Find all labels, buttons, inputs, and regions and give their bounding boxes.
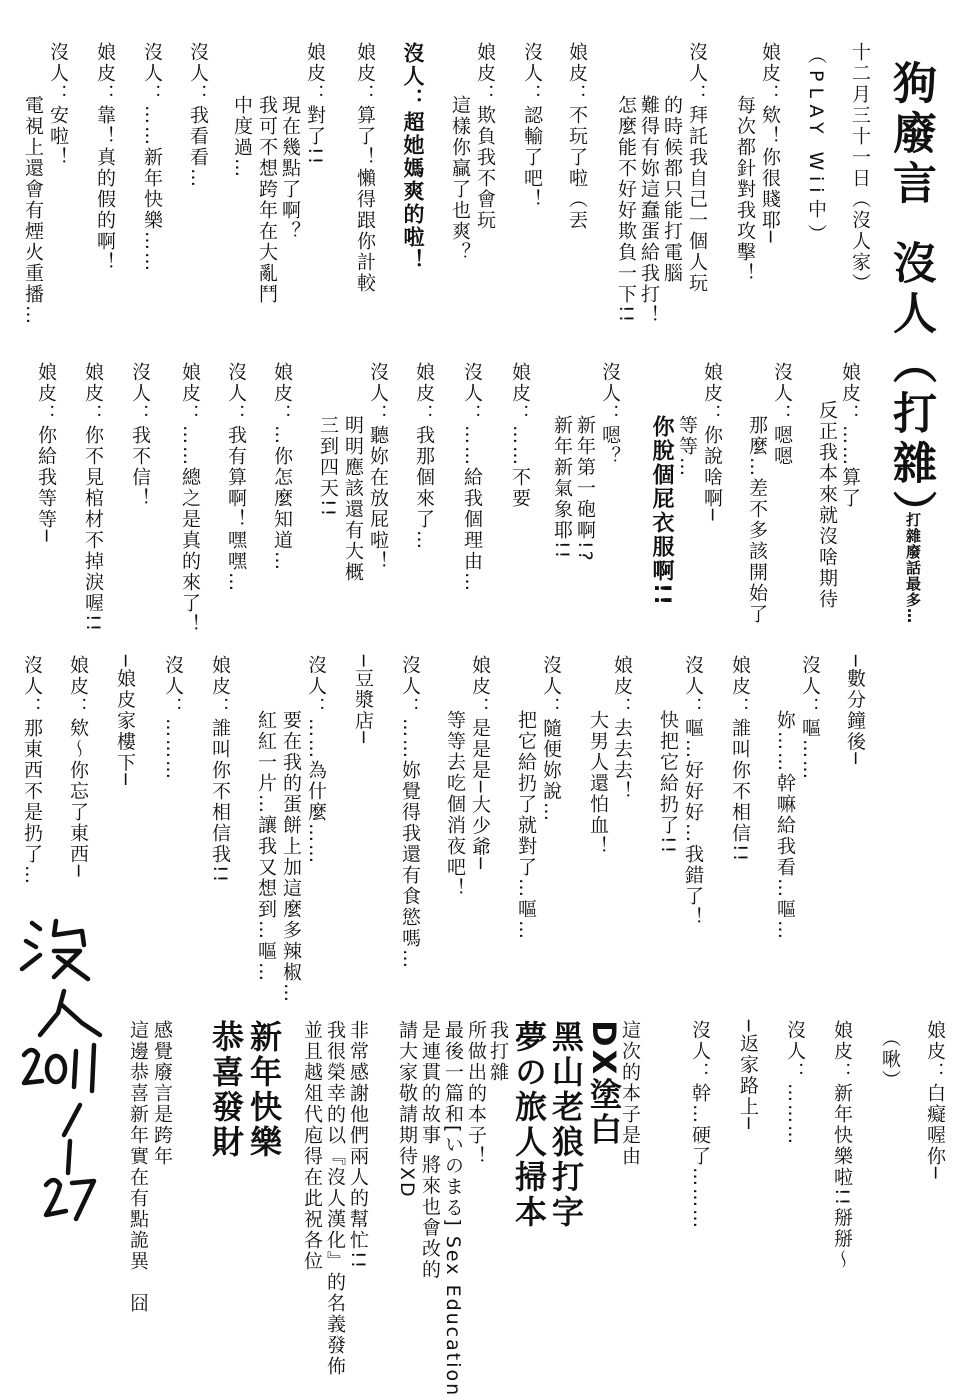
dialogue-line: 等等… xyxy=(676,415,698,478)
dialogue-line: 把它給扔了就對了…嘔… xyxy=(515,710,537,941)
dialogue-line: 娘皮：欺負我不會玩 xyxy=(474,42,496,231)
dialogue-line: 明明應該還有大概 xyxy=(342,415,364,583)
dialogue-line: 沒人：……新年快樂…… xyxy=(141,42,163,273)
dialogue-line: 反正我本來就沒啥期待 xyxy=(816,400,838,610)
dialogue-line: 難得有妳這蠢蛋給我打！ xyxy=(638,95,660,326)
credits-team: 夢の旅人掃本 xyxy=(510,1020,548,1230)
dialogue-line: 娘皮：……算了 xyxy=(839,362,861,509)
dialogue-line: 沒人：安啦！ xyxy=(47,42,69,168)
dialogue-line: 娘皮：去去去！ xyxy=(611,655,633,802)
credits-line: 感覺廢言是跨年 xyxy=(151,1020,173,1167)
dialogue-line: 的時候都只能打電腦 xyxy=(661,95,683,284)
dialogue-line: 娘皮：不玩了啦（丟 xyxy=(566,42,588,231)
dialogue-line: 娘皮：白癡喔你─ xyxy=(924,1020,946,1181)
handwritten-signature xyxy=(10,905,130,1235)
dialogue-line: 沒人：超她媽爽的啦！ xyxy=(401,42,425,272)
dialogue-line: 娘皮：誰叫你不相信我!! xyxy=(209,655,231,885)
dialogue-line: 娘皮：我那個來了… xyxy=(413,362,435,551)
dialogue-line: 娘皮：對了!! xyxy=(304,42,326,167)
dialogue-line: 這樣你贏了也爽？ xyxy=(449,95,471,263)
greeting: 新年快樂 xyxy=(245,1020,283,1160)
dialogue-line: 三到四天!! xyxy=(317,415,339,519)
scene-line: （PLAY Wii中） xyxy=(805,45,827,249)
dialogue-line: ─數分鐘後─ xyxy=(844,655,866,766)
page-title-name: 沒人（打雜） xyxy=(885,240,936,540)
dialogue-line: 沒人：我有算啊！嘿嘿… xyxy=(225,362,247,593)
credits-line: 我打雜 xyxy=(487,1020,509,1083)
dialogue-line: 沒人：嘔…… xyxy=(799,655,821,781)
dialogue-line: 快把它給扔了!! xyxy=(657,710,679,856)
dialogue-line: 沒人：那東西不是扔了… xyxy=(21,655,43,886)
dialogue-line: 沒人：嘔…好好好…我錯了！ xyxy=(682,655,704,928)
dialogue-line: 娘皮：……不要 xyxy=(509,362,531,509)
dialogue-line: 沒人：我不信！ xyxy=(129,362,151,509)
dialogue-line: 娘皮：新年快樂啦!!掰掰～ xyxy=(831,1020,853,1271)
dialogue-line: 娘皮：你說啥啊─ xyxy=(701,362,723,523)
credits-team: DX塗白 xyxy=(585,1020,623,1148)
dialogue-line: 娘皮：……總之是真的來了！ xyxy=(179,362,201,635)
credits-line: 非常感謝他們兩人的幫忙!! xyxy=(347,1020,369,1271)
dialogue-line: 娘皮：你給我等等─ xyxy=(35,362,57,544)
dialogue-line: 沒人：……妳覺得我還有食慾嗎… xyxy=(399,655,421,970)
dialogue-line: 娘皮：…你怎麼知道… xyxy=(271,362,293,572)
dialogue-line: 沒人：……… xyxy=(162,655,184,781)
page-subtitle: 打雜廢話最多… xyxy=(904,512,922,624)
dialogue-line: 沒人：幹…硬了……… xyxy=(689,1020,711,1230)
dialogue-line: 沒人：……為什麼…… xyxy=(305,655,327,865)
dialogue-line: 怎麼能不好好欺負一下!! xyxy=(615,95,637,325)
credits-line: 最後一篇和[いのまる] Sex Education xyxy=(442,1020,464,1397)
dialogue-line: ─娘皮家樓下─ xyxy=(114,655,136,787)
dialogue-line: 我可不想跨年在大亂鬥 xyxy=(256,95,278,305)
dialogue-line: ─豆漿店─ xyxy=(352,655,374,745)
credits-line: 這邊恭喜新年實在有點詭異 囧 xyxy=(127,1020,149,1314)
dialogue-line: 每次都針對我攻擊！ xyxy=(734,95,756,284)
dialogue-line: 娘皮：是是是─大少爺─ xyxy=(469,655,491,871)
dialogue-line: 沒人：……… xyxy=(784,1020,806,1146)
dialogue-line: 要在我的蛋餅上加這麼多辣椒… xyxy=(280,710,302,1004)
dialogue-line: 娘皮：欸～你忘了東西─ xyxy=(67,655,89,879)
dialogue-line: 娘皮：你不見棺材不掉淚喔!! xyxy=(82,362,104,634)
date-line: 十二月三十一日（沒人家） xyxy=(849,42,871,294)
dialogue-line: 電視上還會有煙火重播… xyxy=(22,95,44,326)
dialogue-line: 沒人：我看看… xyxy=(187,42,209,189)
dialogue-line: 娘皮：算了！懶得跟你計較 xyxy=(354,42,376,294)
dialogue-line: 沒人：拜託我自己一個人玩 xyxy=(686,42,708,294)
dialogue-line: 沒人：……給我個理由… xyxy=(461,362,483,593)
dialogue-line: 紅紅一片…讓我又想到…嘔… xyxy=(255,710,277,983)
dialogue-line: 沒人：嗯？ xyxy=(599,362,621,467)
dialogue-line: 大男人還怕血！ xyxy=(587,710,609,857)
dialogue-line: 娘皮：欸！你很賤耶─ xyxy=(759,42,781,245)
dialogue-line: （啾） xyxy=(879,1028,901,1091)
page-title: 狗廢言 xyxy=(885,60,936,210)
credits-line: 這次的本子是由 xyxy=(619,1020,641,1167)
credits-team: 黑山老狼打字 xyxy=(547,1020,585,1230)
dialogue-line: 沒人：認輸了吧！ xyxy=(521,42,543,210)
credits-line: 並且越俎代庖得在此祝各位 xyxy=(301,1020,323,1272)
greeting: 恭喜發財 xyxy=(207,1020,245,1160)
credits-line: 我很榮幸的以『沒人漢化』的名義發佈 xyxy=(324,1020,346,1377)
dialogue-line: 等等去吃個消夜吧！ xyxy=(444,710,466,899)
credits-line: 是連貫的故事 將來也會改的 xyxy=(419,1020,441,1281)
dialogue-line: 中度過… xyxy=(231,95,253,179)
dialogue-line: ─返家路上─ xyxy=(737,1020,759,1131)
dialogue-line: 新年第一砲啊!? xyxy=(574,415,596,563)
dialogue-line: 娘皮：靠！真的假的啊！ xyxy=(94,42,116,273)
dialogue-line: 沒人：嗯嗯 xyxy=(771,362,793,467)
dialogue-line: 沒人：聽妳在放屁啦！ xyxy=(367,362,389,572)
dialogue-line: 那麼…差不多該開始了 xyxy=(746,415,768,625)
dialogue-line: 新年新氣象耶!! xyxy=(551,415,573,561)
dialogue-line: 你脫個屁衣服啊!! xyxy=(649,415,674,608)
dialogue-line: 沒人：隨便妳說… xyxy=(540,655,562,823)
dialogue-line: 現在幾點了啊？ xyxy=(279,95,301,242)
credits-line: 請大家敬請期待XD xyxy=(396,1020,418,1199)
dialogue-line: 娘皮：誰叫你不相信!! xyxy=(729,655,751,864)
dialogue-line: 妳……幹嘛給我看…嘔… xyxy=(774,710,796,941)
credits-line: 所做出的本子！ xyxy=(465,1020,487,1167)
